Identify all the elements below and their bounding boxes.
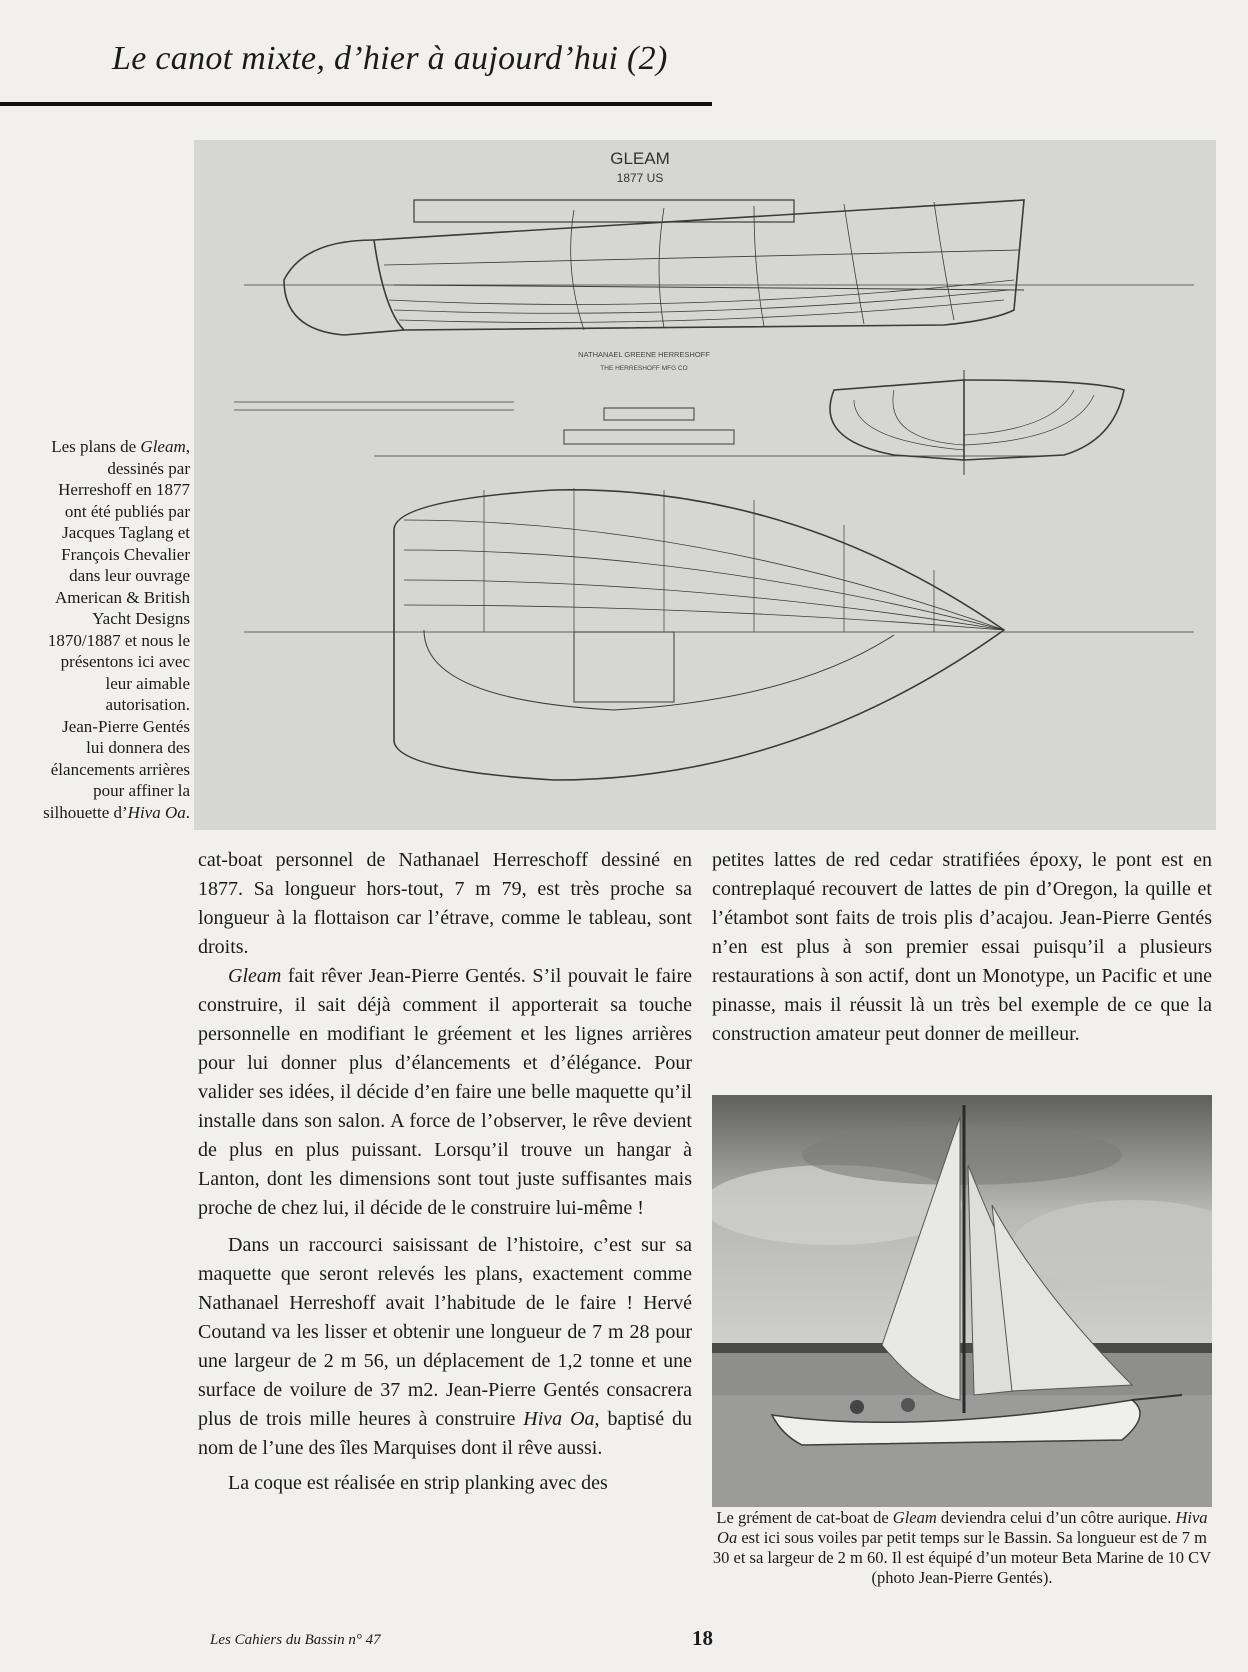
gleam-plan-drawing xyxy=(194,140,1216,830)
paragraph: Dans un raccourci saisissant de l’histoire, c’est sur sa maquette que seront relevés les plans, exactement comme Nathanael Herreshoff avait l’habitude de le faire ! Hervé Coutand va les lisser et obtenir une longueur de 7 m 28 pour une largeur de 2 m 56, un déplacement de 1,2 tonne et une surface de voilure de 37 m2. Jean-Pierre Gentés consacrera plus de trois mille heures à construire Hiva Oa, baptisé du nom de l’une des îles Marquises dont il rêve aussi. xyxy=(198,1234,693,1459)
plan-caption: Les plans de Gleam, dessinés par Herreshoff en 1877 ont été publiés par Jacques Taglang et François Chevalier dans leur ouvrage American & British Yacht Designs 1870/1887 et nous le présentons ici avec leur aimable autorisation. Jean-Pierre Gentés lui donnera des élancements arrières pour affiner la silhouette d’Hiva Oa. xyxy=(43,437,190,822)
paragraph: cat-boat personnel de Nathanael Herreschoff dessiné en 1877. Sa longueur hors-tout, 7 m 79, est très proche sa longueur à la flottaison car l’étrave, comme le tableau, sont droits. xyxy=(198,849,692,958)
body-column-right xyxy=(712,846,1212,1049)
sailboat-photo-illustration xyxy=(712,1095,1212,1507)
hiva-oa-photo xyxy=(712,1095,1212,1507)
paragraph: La coque est réalisée en strip planking avec des xyxy=(228,1472,608,1494)
page-title: Le canot mixte, d’hier à aujourd’hui (2) xyxy=(112,40,668,77)
header-rule xyxy=(0,102,712,106)
paragraph: petites lattes de red cedar stratifiées époxy, le pont est en contreplaqué recouvert de lattes de pin d’Oregon, la quille et l’étambot sont faits de trois plis d’acajou. Jean-Pierre Gentés n’en est plus à son premier essai puisqu’il a plusieurs restaurations à son actif, dont un Monotype, un Pacific et une pinasse, mais il réussit là un très bel exemple de ce que la construction amateur peut donner de meilleur. xyxy=(712,849,1212,1045)
photo-caption: Le grément de cat-boat de Gleam deviendra celui d’un côtre aurique. Hiva Oa est ici sous voiles par petit temps sur le Bassin. Sa longueur est de 7 m 30 et sa largeur de 2 m 60. Il est équipé d’un moteur Beta Marine de 10 CV (photo Jean-Pierre Gentés). xyxy=(712,1508,1212,1587)
page-number: 18 xyxy=(692,1626,713,1650)
body-column-left xyxy=(198,846,692,1498)
gleam-plan-figure xyxy=(194,140,1216,830)
plan-designer: NATHANAEL GREENE HERRESHOFF xyxy=(578,350,710,359)
plan-boat-name: GLEAM xyxy=(610,149,670,168)
paragraph: Gleam fait rêver Jean-Pierre Gentés. S’il pouvait le faire construire, il sait déjà comment il apporterait sa touche personnelle en modifiant le gréement et les lignes arrières pour lui donner plus d’élancements et d’élégance. Pour valider ses idées, il décide d’en faire une belle maquette qu’il installe dans son salon. A force de l’observer, le rêve devient de plus en plus puissant. Lorsqu’il trouve un hangar à Lanton, dont les dimensions sont tout juste suffisantes mais proche de chez lui, il décide de le construire lui-même ! xyxy=(198,965,692,1219)
plan-builder: THE HERRESHOFF MFG CO xyxy=(600,365,688,372)
plan-boat-year: 1877 US xyxy=(616,171,664,185)
footer-journal: Les Cahiers du Bassin n° 47 xyxy=(210,1632,381,1648)
